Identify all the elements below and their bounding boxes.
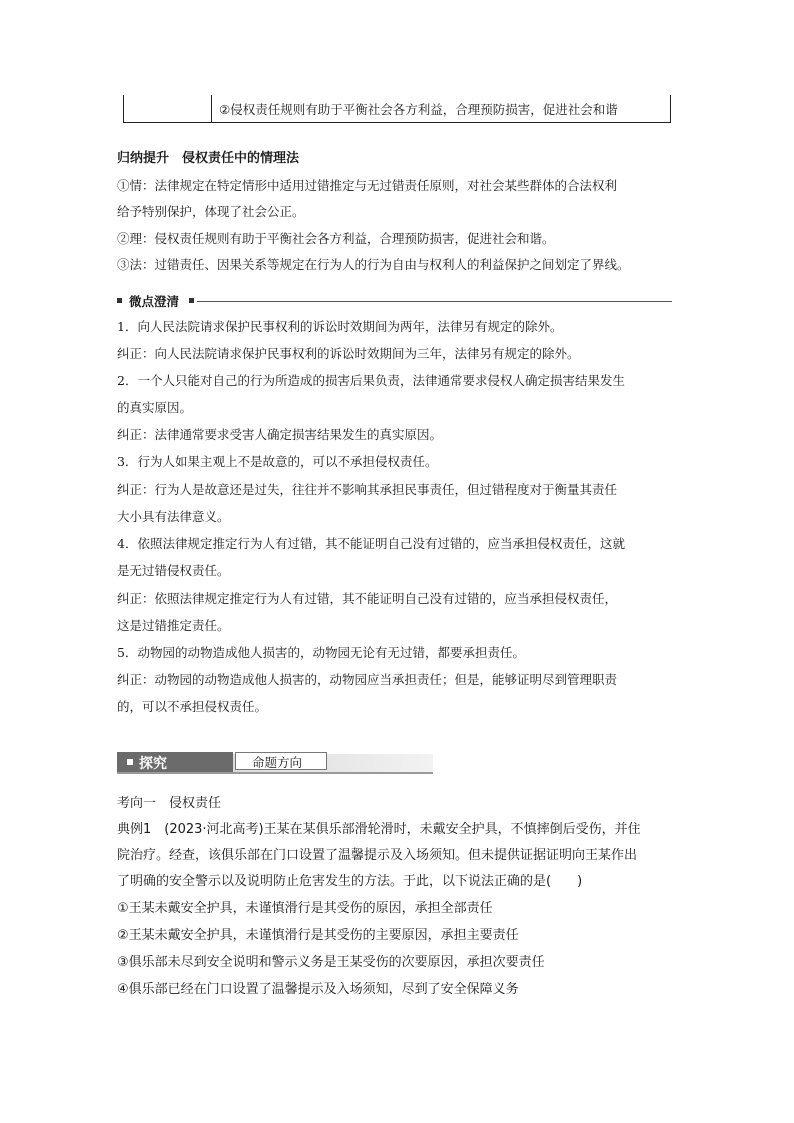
summary-item-1-cont: 给予特别保护，体现了社会公正。 <box>117 204 305 219</box>
square-bullet-icon <box>127 759 133 765</box>
summary-item-1: ①情：法律规定在特定情形中适用过错推定与无过错责任原则，对社会某些群体的合法权利 <box>117 178 618 193</box>
question-topic: 考向一 侵权责任 <box>117 796 222 811</box>
summary-item-2: ②理：侵权责任规则有助于平衡社会各方利益，合理预防损害，促进社会和谐。 <box>117 231 555 246</box>
banner-tab-label: 命题方向 <box>252 755 303 770</box>
question-line: 了明确的安全警示以及说明防止危害发生的方法。于此，以下说法正确的是( ) <box>117 874 583 889</box>
square-bullet-icon <box>189 298 194 303</box>
clarify-line: 这是过错推定责任。 <box>117 618 230 633</box>
clarify-line: 纠正：行为人是故意还是过失，往往并不影响其承担民事责任，但过错程度对于衡量其责任 <box>117 482 618 497</box>
question-option: ③俱乐部未尽到安全说明和警示义务是王某受伤的次要原因，承担次要责任 <box>117 955 545 970</box>
question-line: 典例1 (2023·河北高考)王某在某俱乐部滑轮滑时，未戴安全护具，不慎摔倒后受伤，并住 <box>117 822 641 837</box>
table-left-cell <box>124 95 212 122</box>
summary-item-3: ③法：过错责任、因果关系等规定在行为人的行为自由与权利人的利益保护之间划定了界线。 <box>117 257 630 272</box>
clarify-line: 3．行为人如果主观上不是故意的，可以不承担侵权责任。 <box>117 454 438 469</box>
square-bullet-icon <box>117 298 122 303</box>
clarify-line: 纠正：法律通常要求受害人确定损害结果发生的真实原因。 <box>117 427 443 442</box>
question-option: ②王某未戴安全护具，未谨慎滑行是其受伤的主要原因，承担主要责任 <box>117 928 519 943</box>
banner-tab <box>235 752 327 770</box>
banner-baseline <box>117 772 433 774</box>
clarify-line: 是无过错侵权责任。 <box>117 563 230 578</box>
question-option: ④俱乐部已经在门口设置了温馨提示及入场须知，尽到了安全保障义务 <box>117 982 519 997</box>
clarify-line: 5．动物园的动物造成他人损害的，动物园无论有无过错，都要承担责任。 <box>117 645 525 660</box>
clarify-line: 纠正：动物园的动物造成他人损害的，动物园应当承担责任；但是，能够证明尽到管理职责 <box>117 672 618 687</box>
clarify-line: 4．依照法律规定推定行为人有过错，其不能证明自己没有过错的，应当承担侵权责任，这就 <box>117 536 625 551</box>
banner-dark-block <box>117 752 233 772</box>
question-option: ①王某未戴安全护具，未谨慎滑行是其受伤的原因，承担全部责任 <box>117 901 493 916</box>
clarify-title: 微点澄清 <box>129 294 180 309</box>
divider <box>197 301 672 302</box>
clarify-line: 的真实原因。 <box>117 400 193 415</box>
question-line: 院治疗。经查，该俱乐部在门口设置了温馨提示及入场须知。但未提供证据证明向王某作出 <box>117 848 638 863</box>
banner-explore-label: 探究 <box>139 756 167 772</box>
clarify-section-header <box>117 295 672 307</box>
table-right-cell: ②侵权责任规则有助于平衡社会各方利益，合理预防损害，促进社会和谐 <box>219 102 618 117</box>
clarify-line: 1．向人民法院请求保护民事权利的诉讼时效期间为两年，法律另有规定的除外。 <box>117 319 563 334</box>
clarify-line: 纠正：向人民法院请求保护民事权利的诉讼时效期间为三年，法律另有规定的除外。 <box>117 346 580 361</box>
clarify-line: 纠正：依照法律规定推定行为人有过错，其不能证明自己没有过错的，应当承担侵权责任， <box>117 591 618 606</box>
clarify-line: 2．一个人只能对自己的行为所造成的损害后果负责，法律通常要求侵权人确定损害结果发生 <box>117 373 625 388</box>
clarify-line: 大小具有法律意义。 <box>117 509 230 524</box>
clarify-line: 的，可以不承担侵权责任。 <box>117 699 268 714</box>
table-fragment <box>123 95 671 123</box>
summary-heading: 归纳提升 侵权责任中的情理法 <box>117 151 300 166</box>
explore-banner <box>117 752 433 774</box>
